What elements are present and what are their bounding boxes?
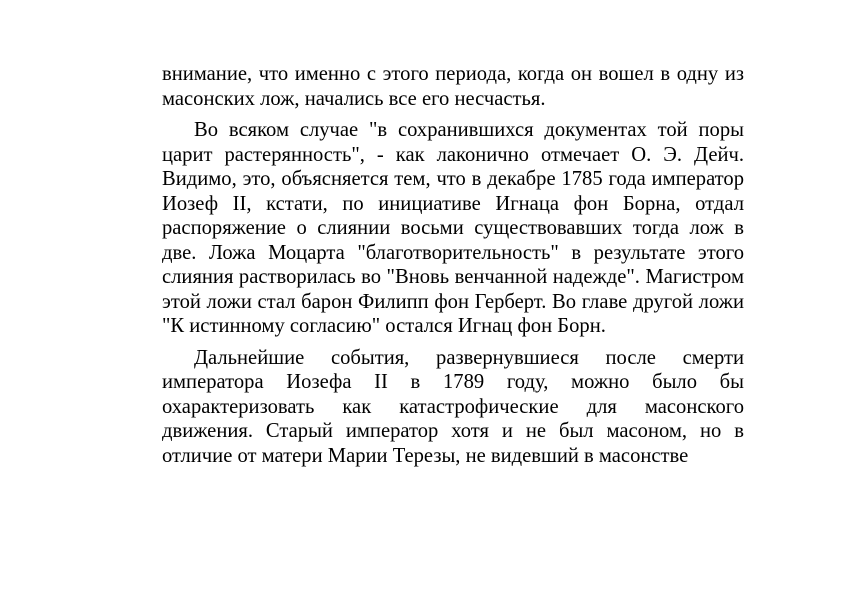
paragraph-continuation: внимание, что именно с этого периода, когда он вошел в одну из масонских лож, начались все его несчастья. (162, 63, 744, 110)
paragraph-after-emperor-death: Дальнейшие события, развернувшиеся после смерти императора Иозефа II в 1789 году, можно было бы охарактеризовать как катастрофические для масонского движения. Старый император хотя и не был масоном, но в отличие от матери Марии Терезы, не видевший в масонстве (162, 346, 744, 467)
document-page (162, 62, 744, 468)
paragraph-lodges-merger: Во всяком случае "в сохранившихся документах той поры царит растерянность", - как лаконично отмечает О. Э. Дейч. Видимо, это, объясняется тем, что в декабре 1785 года император Иозеф II, кстати, по инициативе Игнаца фон Борна, отдал распоряжение о слиянии восьми существовавших тогда лож в две. Ложа Моцарта "благотворительность" в результате этого слияния растворилась во "Вновь венчанной надежде". Магистром этой ложи стал барон Филипп фон Герберт. Во главе другой ложи "К истинному согласию" остался Игнац фон Борн. (162, 119, 744, 337)
